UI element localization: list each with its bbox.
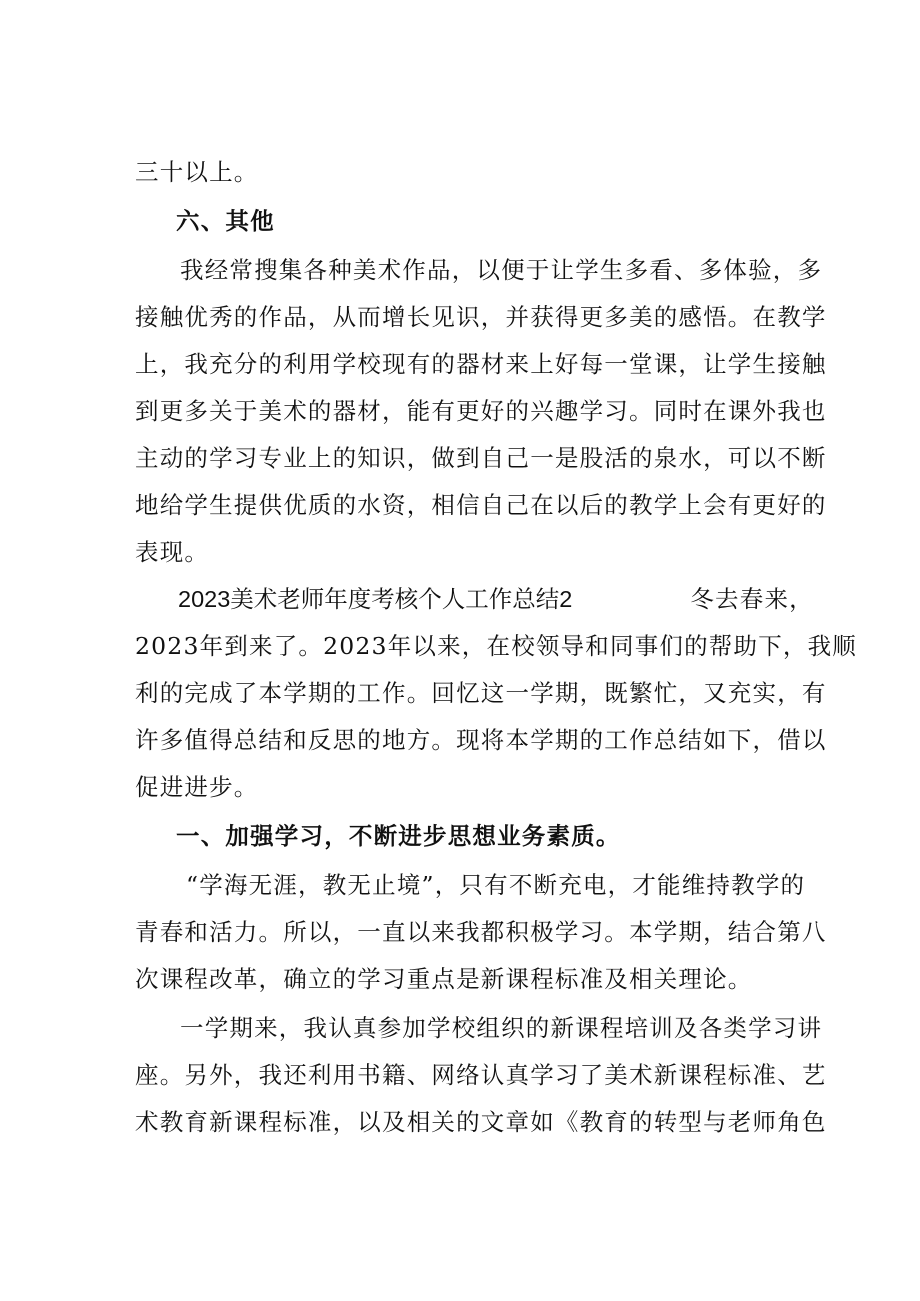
article-opening: 冬去春来，: [690, 585, 814, 613]
paragraph-line: 表现。: [135, 538, 210, 566]
paragraph-line: 三十以上。: [135, 158, 259, 186]
paragraph-line: 接触优秀的作品，从而增长见识，并获得更多美的感悟。在教学: [135, 303, 827, 331]
paragraph-line: 座。另外，我还利用书籍、网络认真学习了美术新课程标准、艺: [135, 1061, 827, 1089]
paragraph-line: 一学期来，我认真参加学校组织的新课程培训及各类学习讲: [180, 1014, 823, 1042]
article-title: 2023美术老师年度考核个人工作总结2: [178, 586, 573, 612]
section-heading-study: 一、加强学习，不断进步思想业务素质。: [176, 822, 621, 850]
paragraph-line: 主动的学习专业上的知识，做到自己一是股活的泉水，可以不断: [135, 444, 827, 472]
paragraph-line: 促进进步。: [135, 773, 259, 801]
paragraph-line: 次课程改革，确立的学习重点是新课程标准及相关理论。: [135, 965, 753, 993]
paragraph-line: 许多值得总结和反思的地方。现将本学期的工作总结如下，借以: [135, 726, 827, 754]
article-title-line: [178, 584, 814, 614]
paragraph-line: “学海无涯，教无止境”，只有不断充电，才能维持教学的: [186, 871, 806, 899]
paragraph-line: 术教育新课程标准，以及相关的文章如《教育的转型与老师角色: [135, 1108, 827, 1136]
paragraph-line: 到更多关于美术的器材，能有更好的兴趣学习。同时在课外我也: [135, 397, 827, 425]
paragraph-line: 利的完成了本学期的工作。回忆这一学期，既繁忙，又充实，有: [135, 679, 827, 707]
paragraph-line: 2023年到来了。2023年以来，在校领导和同事们的帮助下，我顺: [135, 632, 858, 660]
paragraph-line: 地给学生提供优质的水资，相信自己在以后的教学上会有更好的: [135, 491, 827, 519]
paragraph-line: 上，我充分的利用学校现有的器材来上好每一堂课，让学生接触: [135, 350, 827, 378]
section-heading-other: 六、其他: [176, 207, 275, 235]
paragraph-line: 青春和活力。所以，一直以来我都积极学习。本学期，结合第八: [135, 918, 827, 946]
paragraph-line: 我经常搜集各种美术作品，以便于让学生多看、多体验，多: [180, 256, 823, 284]
